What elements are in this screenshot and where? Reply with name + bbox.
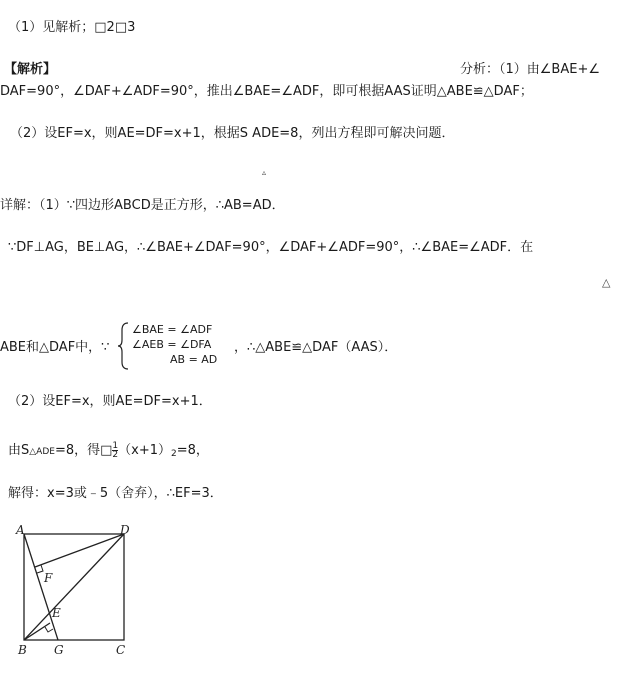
solution-5-sub: △ADE: [29, 447, 55, 457]
fraction-numerator: 1: [112, 441, 119, 451]
segment-df: [35, 534, 124, 567]
analysis-head: 分析：（1）由∠BAE+∠: [460, 62, 600, 77]
label-c: C: [116, 643, 126, 657]
label-e: E: [52, 606, 61, 620]
segment-ag: [24, 534, 58, 640]
system-row-3: AB = AD: [170, 353, 218, 366]
analysis-tag: 【解析】: [4, 62, 57, 77]
fraction-denominator: 2: [112, 450, 119, 460]
solution-5-end: =8，: [176, 443, 209, 458]
solution-line-6: 解得：x=3或﹣5（舍弃），∴EF=3．: [8, 486, 223, 501]
label-f: F: [44, 571, 53, 585]
analysis-line-2: DAF=90°，∠DAF+∠ADF=90°，推出∠BAE=∠ADF，即可根据AAS证明△ABE≌△DAF；: [0, 84, 533, 99]
system-row-1: ∠BAE = ∠ADF: [132, 323, 213, 336]
solution-line-3-prefix: ABE和△DAF中，∵: [0, 340, 110, 355]
solution-5-mid: =8，得□: [54, 443, 113, 458]
geometry-figure: [10, 520, 150, 660]
solution-5-suffix: （x+1）: [118, 443, 172, 458]
segment-bd: [24, 534, 124, 640]
system-row-2: ∠AEB = ∠DFA: [132, 338, 212, 351]
solution-line-2: ∵DF⊥AG，BE⊥AG，∴∠BAE+∠DAF=90°，∠DAF+∠ADF=90°，∴∠BAE=∠ADF．在: [8, 240, 534, 255]
equation-system: [118, 322, 238, 370]
solution-line-3-suffix: ，∴△ABE≌△DAF（AAS）．: [234, 340, 398, 355]
solution-line-4: （2）设EF=x，则AE=DF=x+1．: [8, 394, 212, 409]
label-g: G: [54, 643, 64, 657]
solution-5-sup: 2: [171, 449, 177, 459]
left-brace-icon: [118, 322, 130, 370]
solution-line-5: [8, 442, 209, 462]
solution-5-prefix: 由S: [8, 443, 30, 458]
solution-line-1: 详解：（1）∵四边形ABCD是正方形，∴AB=AD．: [0, 198, 285, 213]
label-a: A: [16, 523, 25, 537]
analysis-part-2: （2）设EF=x，则AE=DF=x+1，根据S ADE=8，列出方程即可解决问题．: [10, 126, 455, 141]
triangle-glyph: ▵: [262, 168, 267, 177]
right-angle-mark-e: [45, 627, 53, 632]
answer-line: （1）见解析；□2□3: [8, 20, 136, 35]
label-b: B: [18, 643, 27, 657]
label-d: D: [120, 523, 130, 537]
triangle-glyph-2: △: [602, 276, 611, 289]
